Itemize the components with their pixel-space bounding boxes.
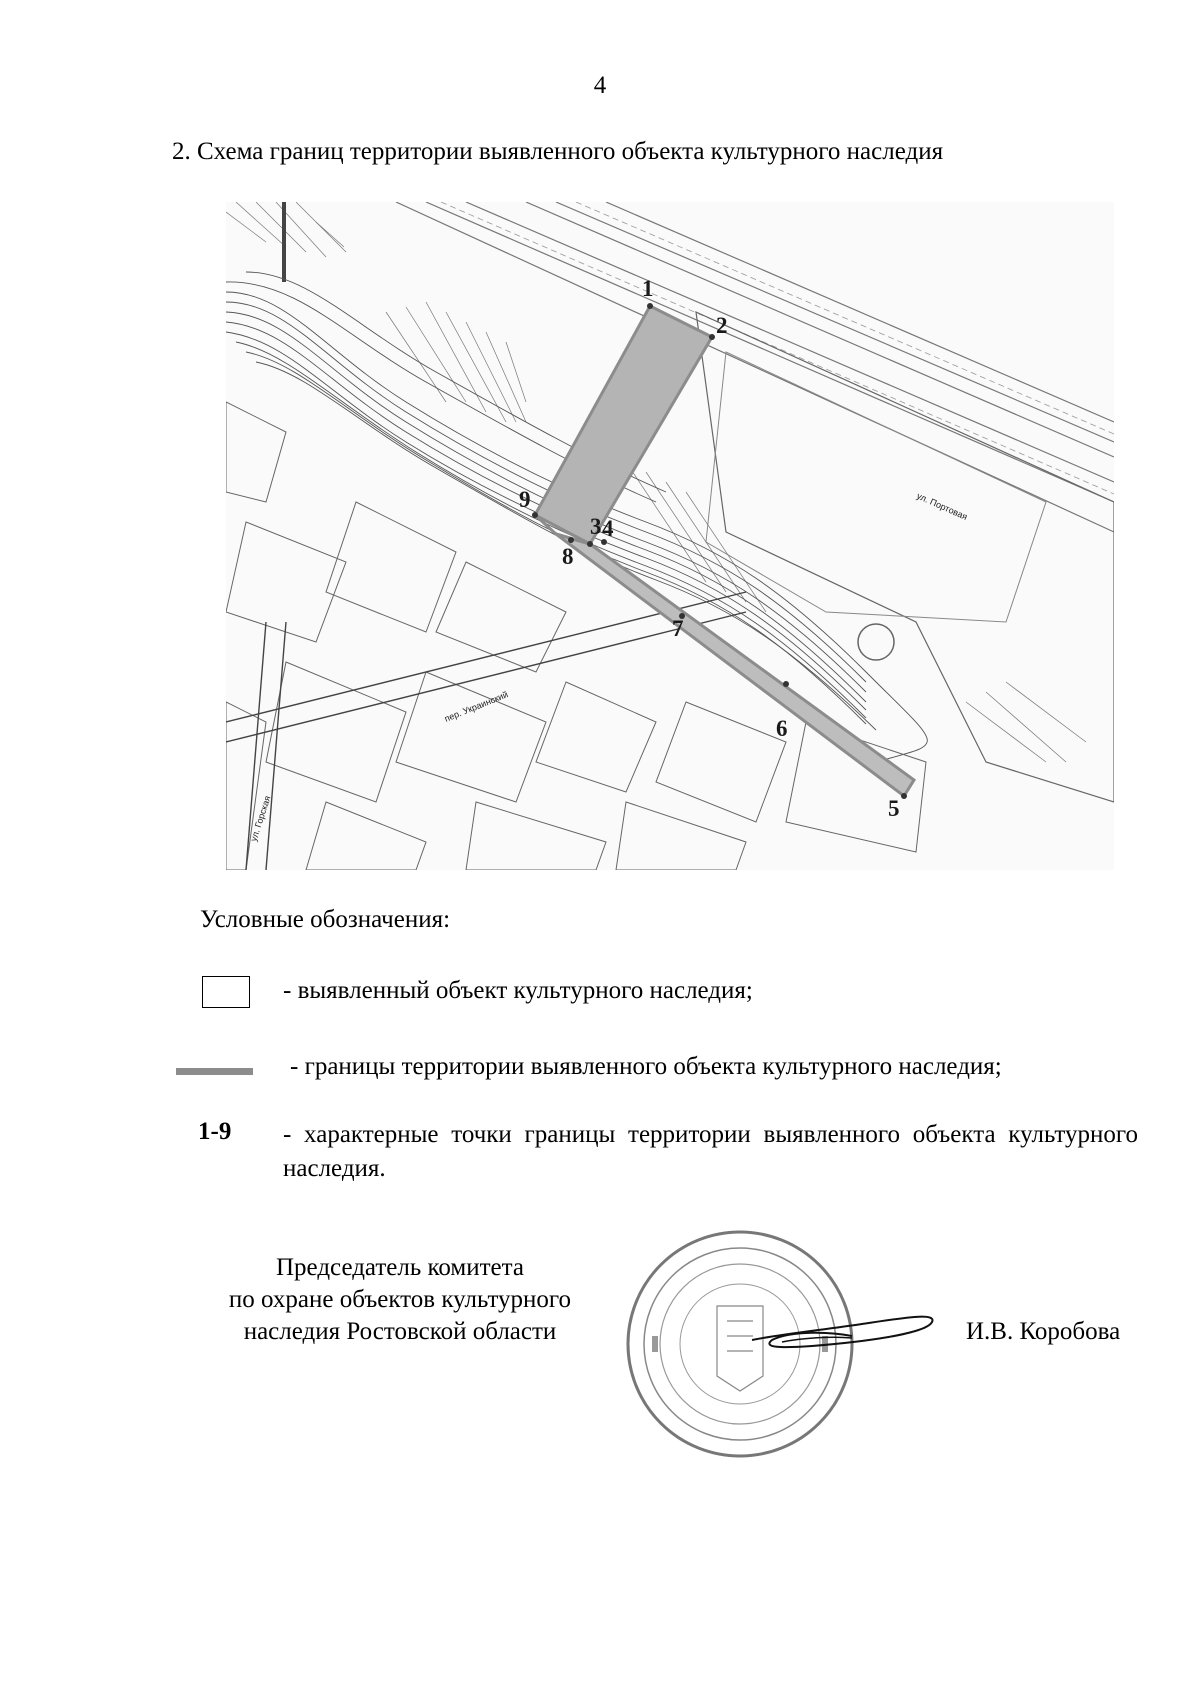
page-number: 4 [593, 72, 607, 99]
legend-item-object: - выявленный объект культурного наследия; [283, 977, 753, 1004]
signatory-title-line-1: Председатель комитета [276, 1254, 524, 1281]
signatory-title-line-3: наследия Ростовской области [243, 1318, 557, 1345]
point-label-9: 9 [519, 487, 531, 512]
legend-boundary-swatch [176, 1068, 253, 1075]
point-label-2: 2 [716, 313, 728, 338]
legend-item-boundary: - границы территории выявленного объекта культурного наследия; [290, 1053, 1002, 1080]
legend-points-key: 1-9 [198, 1118, 232, 1145]
signatory-name: И.В. Коробова [966, 1318, 1121, 1345]
point-label-4: 4 [602, 516, 614, 541]
map-canvas [226, 202, 1114, 870]
cadastral-map [226, 202, 1114, 870]
signatory-title-line-2: по охране объектов культурного [228, 1286, 572, 1313]
point-label-3: 3 [590, 514, 602, 539]
legend-item-points: - характерные точки границы территории выявленного объекта культурного наследия. [283, 1121, 1138, 1182]
point-label-5: 5 [888, 796, 900, 821]
section-title: 2. Схема границ территории выявленного объекта культурного наследия [172, 138, 944, 165]
legend-object-swatch [202, 976, 250, 1008]
point-label-7: 7 [672, 616, 684, 641]
point-label-8: 8 [562, 544, 574, 569]
point-label-6: 6 [776, 716, 788, 741]
street-label-portovaya: ул. Портовая [915, 490, 969, 522]
street-label-ukrainsky: пер. Украинский [443, 689, 510, 724]
handwritten-signature-icon [742, 1290, 942, 1370]
street-label-gorskaya: ул. Горская [248, 794, 273, 843]
legend-title: Условные обозначения: [200, 906, 451, 933]
signatory-title [190, 1252, 610, 1348]
point-label-1: 1 [642, 276, 654, 301]
